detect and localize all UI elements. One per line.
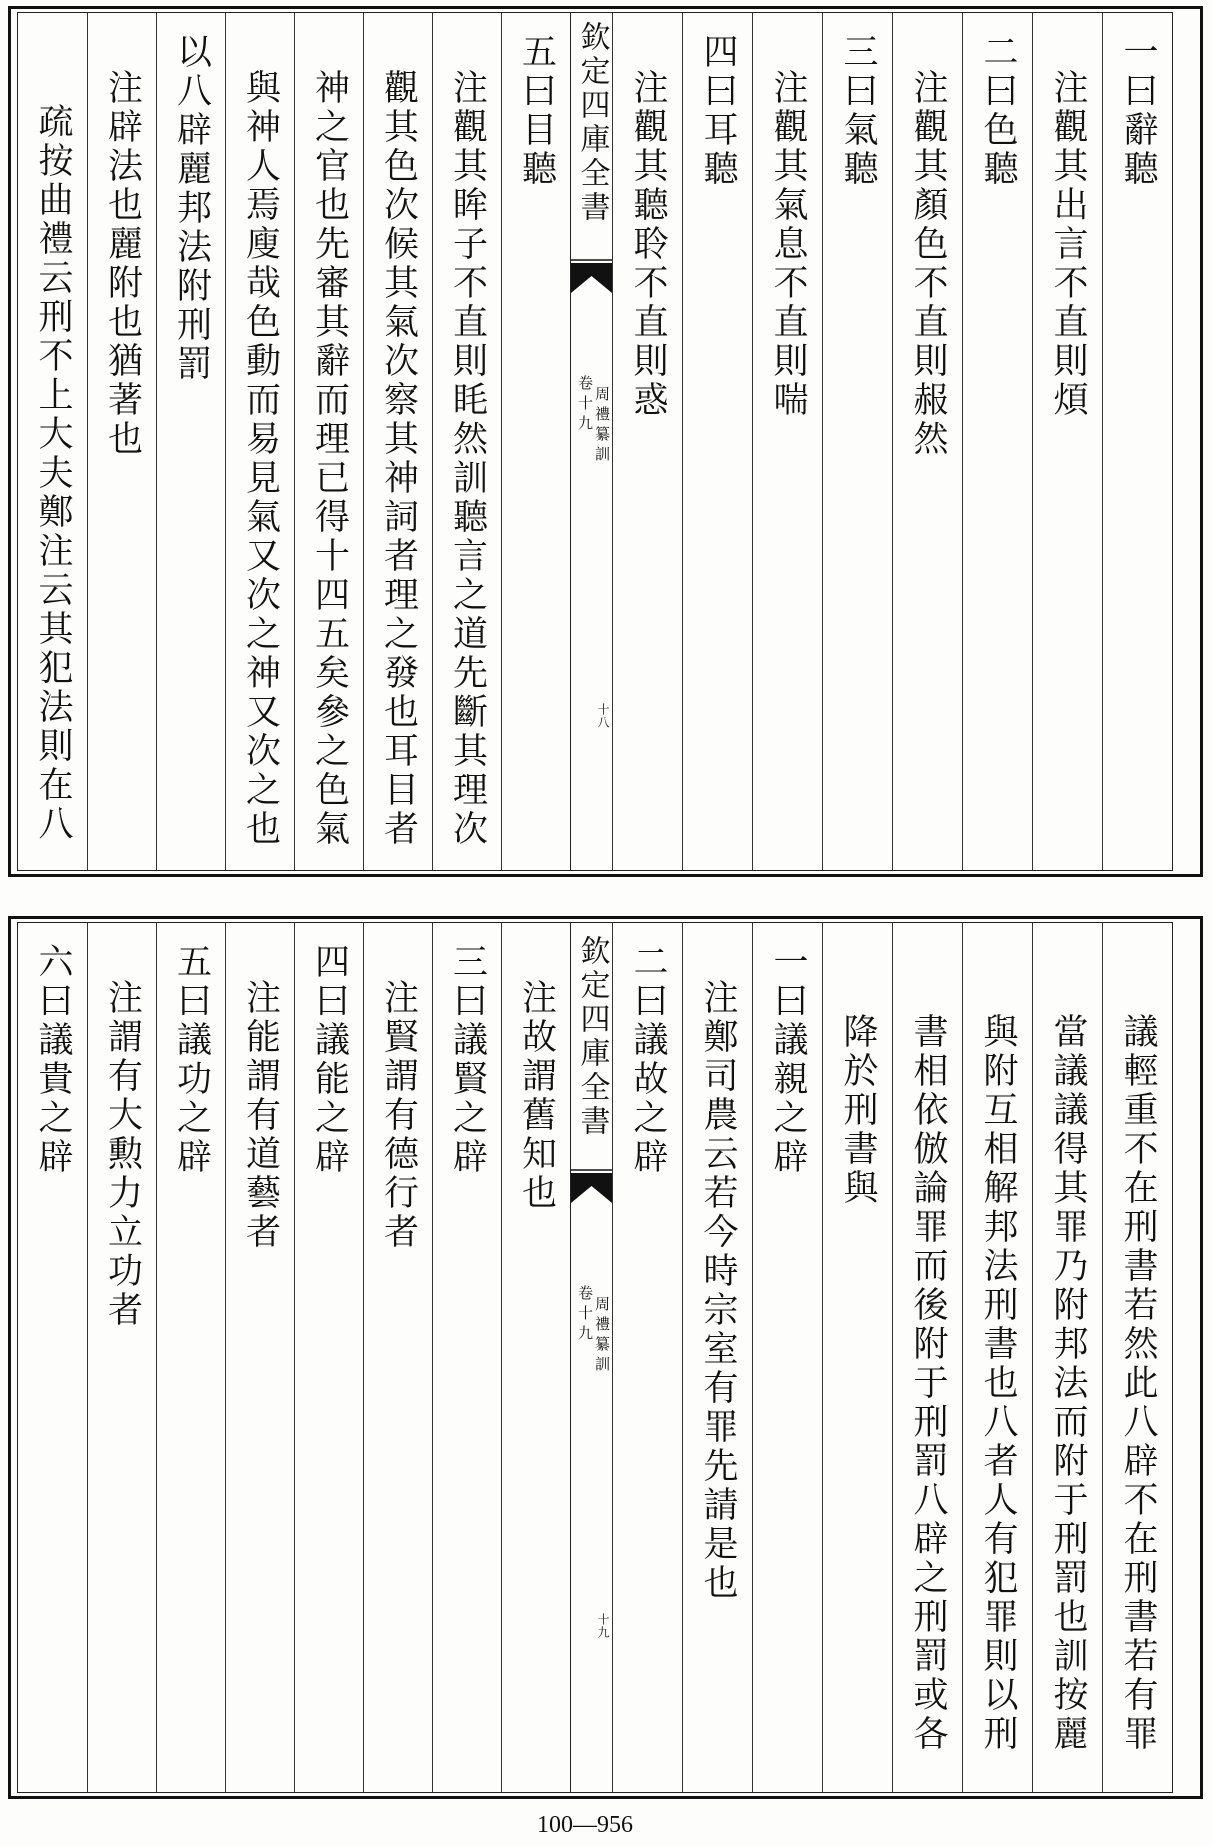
column-text: 觀其色次候其氣次察其神詞者理之發也耳目者 xyxy=(378,69,419,849)
margin-book-title: 周禮纂訓 xyxy=(593,386,611,466)
text-column xyxy=(294,923,363,1792)
column-text: 注能謂有道藝者 xyxy=(240,979,281,1252)
center-margin-column xyxy=(570,13,612,870)
column-text: 注辟法也麗附也猶著也 xyxy=(102,69,143,459)
margin-page-number: 十八 xyxy=(596,703,610,729)
text-column xyxy=(294,13,363,870)
text-column xyxy=(156,13,225,870)
column-text: 一曰議親之辟 xyxy=(768,943,808,1177)
scan-page-number: 100—956 xyxy=(537,1812,633,1838)
text-column xyxy=(822,13,892,870)
column-text: 議輕重不在刑書若然此八辟不在刑書若有罪 xyxy=(1118,1013,1158,1754)
margin-juan: 卷十九 xyxy=(576,1285,594,1345)
text-column xyxy=(18,13,87,870)
column-text: 注故謂舊知也 xyxy=(516,979,557,1213)
column-text: 以八辟麗邦法附刑罰 xyxy=(171,33,212,384)
fish-tail-shape xyxy=(571,1173,612,1203)
column-text: 注觀其聽聆不直則惑 xyxy=(628,69,668,420)
text-column xyxy=(501,13,570,870)
column-text: 二曰色聽 xyxy=(978,33,1018,189)
margin-juan: 卷十九 xyxy=(576,375,594,435)
column-text: 四曰耳聽 xyxy=(698,33,738,189)
column-text: 與附互相解邦法刑書也八者人有犯罪則以刑 xyxy=(978,1013,1018,1754)
text-column xyxy=(87,923,156,1792)
column-text: 神之官也先審其辭而理已得十四五矣參之色氣 xyxy=(309,69,350,849)
text-grid xyxy=(17,922,1173,1793)
column-text: 二曰議故之辟 xyxy=(628,943,668,1177)
column-text: 書相依倣論罪而後附于刑罰八辟之刑罰或各 xyxy=(908,1013,948,1754)
column-text: 注謂有大勲力立功者 xyxy=(102,979,143,1330)
text-column xyxy=(432,923,501,1792)
fish-tail-mark xyxy=(571,259,612,297)
column-text: 注觀其顏色不直則赧然 xyxy=(908,69,948,459)
column-text: 三曰議賢之辟 xyxy=(447,943,488,1177)
text-column xyxy=(1032,923,1102,1792)
text-column xyxy=(1032,13,1102,870)
column-text: 三曰氣聽 xyxy=(838,33,878,189)
margin-title: 欽定四庫全書 xyxy=(574,21,610,225)
column-text: 注觀其氣息不直則喘 xyxy=(768,69,808,420)
fish-tail-mark xyxy=(571,1169,612,1207)
column-text: 疏按曲禮云刑不上大夫鄭注云其犯法則在八 xyxy=(33,103,73,844)
text-column xyxy=(363,923,432,1792)
folio-bottom xyxy=(8,916,1203,1799)
text-column xyxy=(225,923,294,1792)
text-column xyxy=(962,13,1032,870)
text-column xyxy=(822,923,892,1792)
text-column xyxy=(612,13,682,870)
margin-title-wrap xyxy=(571,935,612,1139)
column-text: 四曰議能之辟 xyxy=(309,943,350,1177)
text-column xyxy=(18,923,87,1792)
column-text: 五曰目聽 xyxy=(516,33,557,189)
text-column xyxy=(682,13,752,870)
text-column xyxy=(752,923,822,1792)
text-column xyxy=(363,13,432,870)
text-column xyxy=(501,923,570,1792)
column-text: 注賢謂有德行者 xyxy=(378,979,419,1252)
text-column xyxy=(962,923,1032,1792)
text-column xyxy=(682,923,752,1792)
column-text: 當議議得其罪乃附邦法而附于刑罰也訓按麗 xyxy=(1048,1013,1088,1754)
column-text: 六曰議貴之辟 xyxy=(33,943,73,1177)
column-text: 五曰議功之辟 xyxy=(171,943,212,1177)
fish-tail-shape xyxy=(571,263,612,293)
margin-page-number: 十九 xyxy=(596,1613,610,1639)
text-column xyxy=(432,13,501,870)
column-text: 注鄭司農云若今時宗室有罪先請是也 xyxy=(698,979,738,1603)
folio-top xyxy=(8,6,1203,877)
text-column xyxy=(1102,13,1172,870)
text-column xyxy=(225,13,294,870)
column-text: 一曰辭聽 xyxy=(1118,33,1158,189)
margin-title: 欽定四庫全書 xyxy=(574,935,610,1139)
text-column xyxy=(1102,923,1172,1792)
margin-book-title: 周禮纂訓 xyxy=(593,1296,611,1376)
column-text: 注觀其眸子不直則眊然訓聽言之道先斷其理次 xyxy=(447,69,488,849)
text-column xyxy=(156,923,225,1792)
column-text: 降於刑書與 xyxy=(838,1013,878,1208)
text-column xyxy=(612,923,682,1792)
text-column xyxy=(892,923,962,1792)
text-column xyxy=(892,13,962,870)
column-text: 與神人焉廋哉色動而易見氣又次之神又次之也 xyxy=(240,69,281,849)
text-grid xyxy=(17,12,1173,871)
text-column xyxy=(752,13,822,870)
center-margin-column xyxy=(570,923,612,1792)
text-column xyxy=(87,13,156,870)
column-text: 注觀其出言不直則煩 xyxy=(1048,69,1088,420)
margin-title-wrap xyxy=(571,21,612,225)
